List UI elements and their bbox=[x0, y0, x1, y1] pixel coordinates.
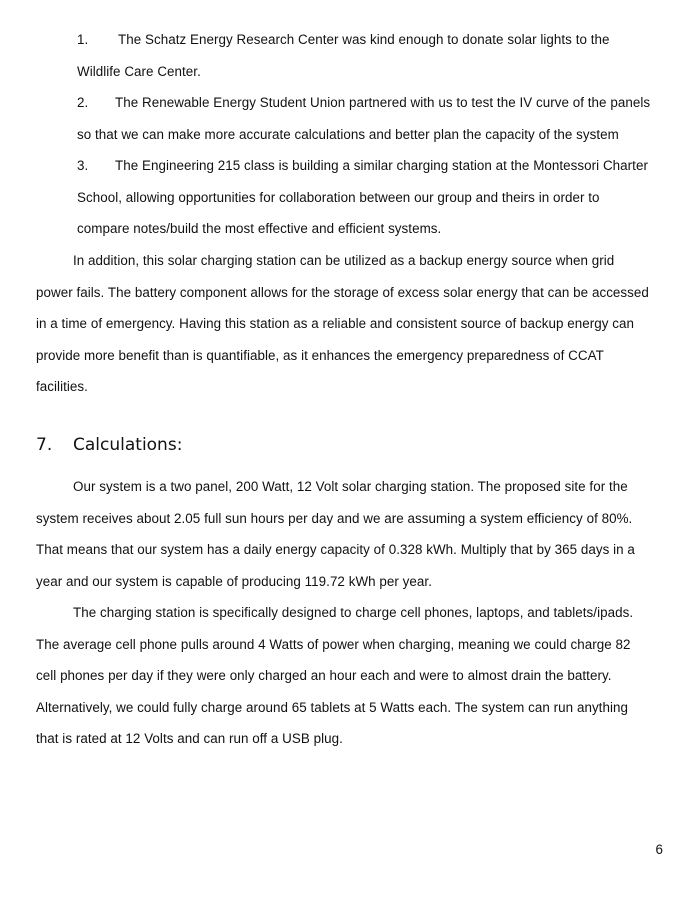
list-item-3-line-1 bbox=[77, 158, 648, 174]
intro-paragraph-line-5: facilities. bbox=[36, 379, 88, 394]
list-item-2-line-1 bbox=[77, 95, 650, 111]
calc-paragraph-1-line-1: Our system is a two panel, 200 Watt, 12 Volt solar charging station. The proposed site for the bbox=[73, 479, 628, 494]
calc-paragraph-1-line-4: year and our system is capable of producing 119.72 kWh per year. bbox=[36, 574, 432, 589]
list-item-1-number: 1. bbox=[77, 32, 89, 47]
intro-paragraph-line-3: in a time of emergency. Having this station as a reliable and consistent source of backup energy can bbox=[36, 316, 634, 331]
list-item-1-line-2: Wildlife Care Center. bbox=[77, 64, 201, 79]
intro-paragraph-line-2: power fails. The battery component allows for the storage of excess solar energy that can be accessed bbox=[36, 285, 649, 300]
list-item-1-text: The Schatz Energy Research Center was kind enough to donate solar lights to the bbox=[118, 32, 610, 47]
list-item-3-line-2: School, allowing opportunities for collaboration between our group and theirs in order to bbox=[77, 190, 600, 205]
page-number: 6 bbox=[655, 842, 663, 857]
calc-paragraph-2-line-4: Alternatively, we could fully charge around 65 tablets at 5 Watts each. The system can run anything bbox=[36, 700, 628, 715]
list-item-3-line-3: compare notes/build the most effective and efficient systems. bbox=[77, 221, 442, 236]
list-item-2-line-2: so that we can make more accurate calculations and better plan the capacity of the system bbox=[77, 127, 619, 142]
calc-paragraph-2-line-1: The charging station is specifically designed to charge cell phones, laptops, and tablets/ipads. bbox=[73, 605, 634, 620]
list-item-3-text: The Engineering 215 class is building a similar charging station at the Montessori Charter bbox=[115, 158, 648, 173]
calc-paragraph-2-line-5: that is rated at 12 Volts and can run off a USB plug. bbox=[36, 731, 343, 746]
intro-paragraph-line-4: provide more benefit than is quantifiable, as it enhances the emergency preparedness of CCAT bbox=[36, 348, 604, 363]
section-title: Calculations: bbox=[73, 435, 183, 455]
section-heading bbox=[36, 434, 182, 456]
list-item-3-number: 3. bbox=[77, 158, 89, 173]
intro-paragraph-line-1: In addition, this solar charging station can be utilized as a backup energy source when grid bbox=[73, 253, 615, 268]
calc-paragraph-2-line-2: The average cell phone pulls around 4 Watts of power when charging, meaning we could charge 82 bbox=[36, 637, 631, 652]
list-item-2-number: 2. bbox=[77, 95, 89, 110]
section-number: 7. bbox=[36, 435, 53, 455]
calc-paragraph-2-line-3: cell phones per day if they were only charged an hour each and were to almost drain the battery. bbox=[36, 668, 612, 683]
list-item-2-text: The Renewable Energy Student Union partnered with us to test the IV curve of the panels bbox=[115, 95, 651, 110]
list-item-1-line-1 bbox=[77, 32, 610, 48]
calc-paragraph-1-line-2: system receives about 2.05 full sun hours per day and we are assuming a system efficiency of 80%. bbox=[36, 511, 633, 526]
calc-paragraph-1-line-3: That means that our system has a daily energy capacity of 0.328 kWh. Multiply that by 365 days in a bbox=[36, 542, 635, 557]
